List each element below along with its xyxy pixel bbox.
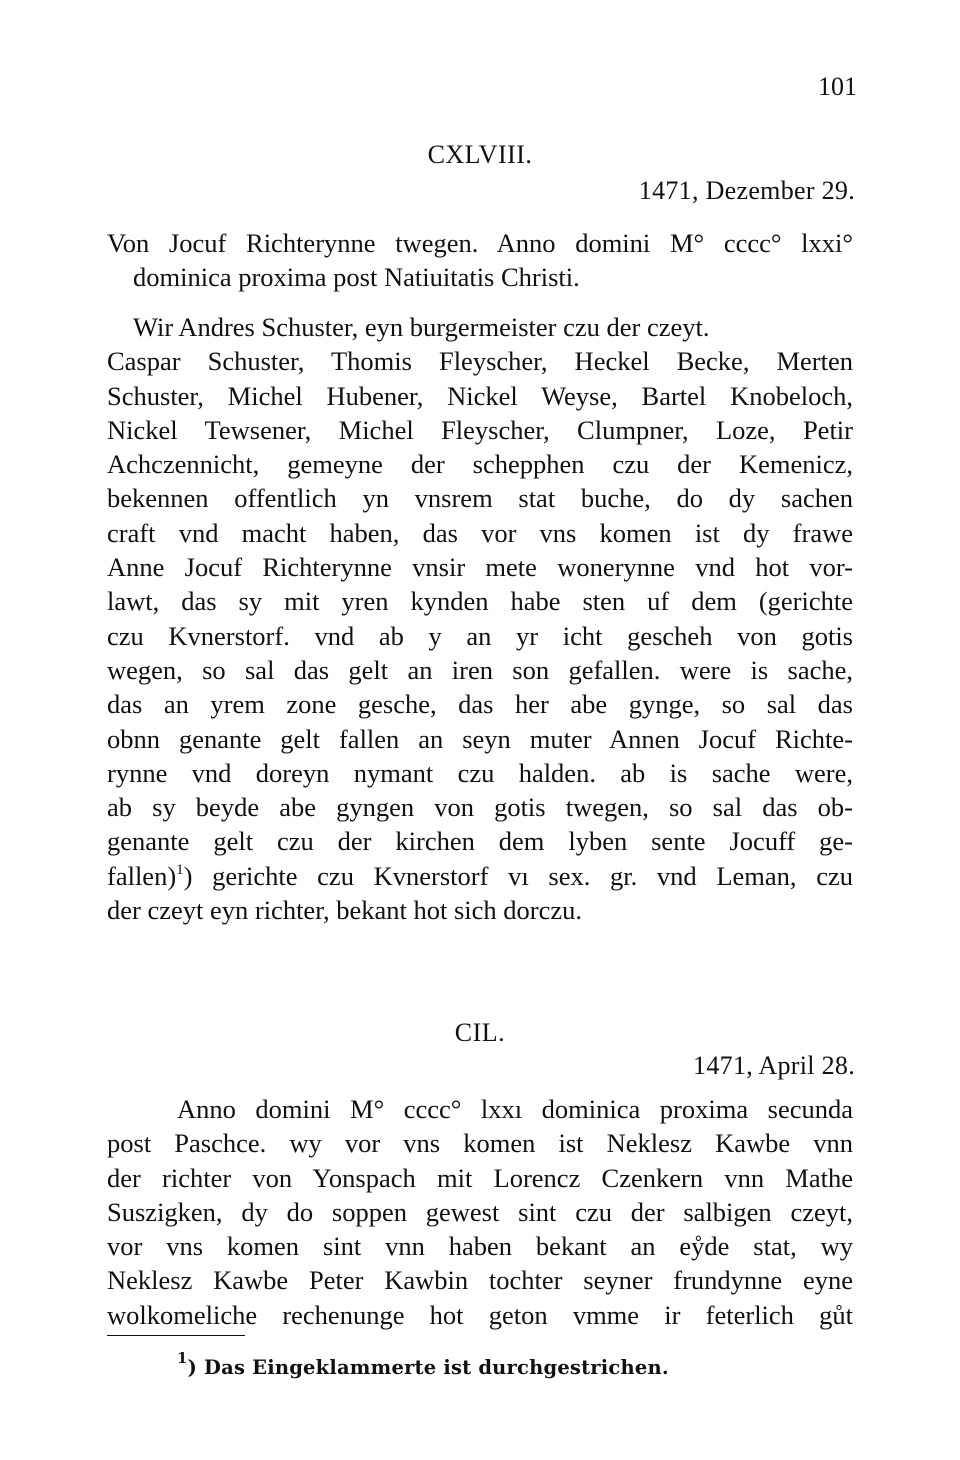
- body-line-with-footnote: [107, 859, 853, 893]
- body-line: Caspar Schuster, Thomis Fleyscher, Heckel Becke, Merten: [107, 346, 853, 377]
- document-date-cxlviii: 1471, Dezember 29.: [638, 176, 855, 205]
- footnote: [177, 1349, 669, 1379]
- body-line: obnn genante gelt fallen an seyn muter Annen Jocuf Richte-: [107, 723, 853, 754]
- body-line: czu Kvnerstorf. vnd ab y an yr icht gescheh von gotis: [107, 620, 853, 651]
- body-line: Neklesz Kawbe Peter Kawbin tochter seyner frundynne eyne: [107, 1265, 853, 1296]
- body-line: rynne vnd doreyn nymant czu halden. ab is sache were,: [107, 757, 853, 788]
- page-number: 101: [818, 72, 857, 101]
- footnote-divider: [107, 1335, 245, 1336]
- body-line: Nickel Tewsener, Michel Fleyscher, Clumpner, Loze, Petir: [107, 414, 853, 445]
- body-line-start: fallen): [107, 860, 177, 891]
- body-line: Suszigken, dy do soppen gewest sint czu der salbigen czeyt,: [107, 1196, 853, 1227]
- document-number-cil: CIL.: [454, 1018, 506, 1047]
- document-heading-cxlviii: [107, 226, 853, 295]
- document-body-cil: [107, 1092, 853, 1332]
- body-line: Anno domini M° cccc° lxxı dominica proxima secunda: [177, 1094, 853, 1124]
- footnote-text: ) Das Eingeklammerte ist durchgestrichen.: [187, 1356, 669, 1379]
- body-line: Achczennicht, gemeyne der schepphen czu der Kemenicz,: [107, 449, 853, 480]
- document-body-cxlviii: [107, 310, 853, 927]
- body-line: vor vns komen sint vnn haben bekant an eẙde stat, wy: [107, 1231, 853, 1262]
- body-line: Anne Jocuf Richterynne vnsir mete wonerynne vnd hot vor-: [107, 552, 853, 583]
- body-line: lawt, das sy mit yren kynden habe sten uf dem (gerichte: [107, 586, 853, 617]
- body-line: genante gelt czu der kirchen dem lyben sente Jocuff ge-: [107, 826, 853, 857]
- body-line: Schuster, Michel Hubener, Nickel Weyse, Bartel Knobeloch,: [107, 380, 853, 411]
- document-date-cil: 1471, April 28.: [693, 1051, 855, 1080]
- document-number-cxlviii: CXLVIII.: [427, 140, 533, 169]
- body-line: der czeyt eyn richter, bekant hot sich dorczu.: [107, 895, 582, 926]
- footnote-marker: 1: [177, 1349, 188, 1367]
- body-line: der richter von Yonspach mit Lorencz Czenkern vnn Mathe: [107, 1162, 853, 1193]
- body-line: ab sy beyde abe gyngen von gotis twegen, so sal das ob-: [107, 792, 853, 823]
- heading-line: dominica proxima post Natiuitatis Christi.: [133, 262, 580, 293]
- body-line: bekennen offentlich yn vnsrem stat buche, do dy sachen: [107, 483, 853, 514]
- body-line: craft vnd macht haben, das vor vns komen ist dy frawe: [107, 517, 853, 548]
- body-line: das an yrem zone gesche, das her abe gynge, so sal das: [107, 689, 853, 720]
- body-line: wegen, so sal das gelt an iren son gefallen. were is sache,: [107, 654, 853, 685]
- body-line-end: ) gerichte czu Kvnerstorf vı sex. gr. vnd Leman, czu: [183, 860, 853, 891]
- body-line: Wir Andres Schuster, eyn burgermeister czu der czeyt.: [133, 312, 710, 342]
- body-line: post Paschce. wy vor vns komen ist Neklesz Kawbe vnn: [107, 1128, 853, 1159]
- body-line: wolkomeliche rechenunge hot geton vmme ir feterlich gůt: [107, 1299, 853, 1330]
- heading-line: Von Jocuf Richterynne twegen. Anno domini M° cccc° lxxi°: [107, 228, 853, 258]
- footnote-reference: 1: [176, 861, 184, 878]
